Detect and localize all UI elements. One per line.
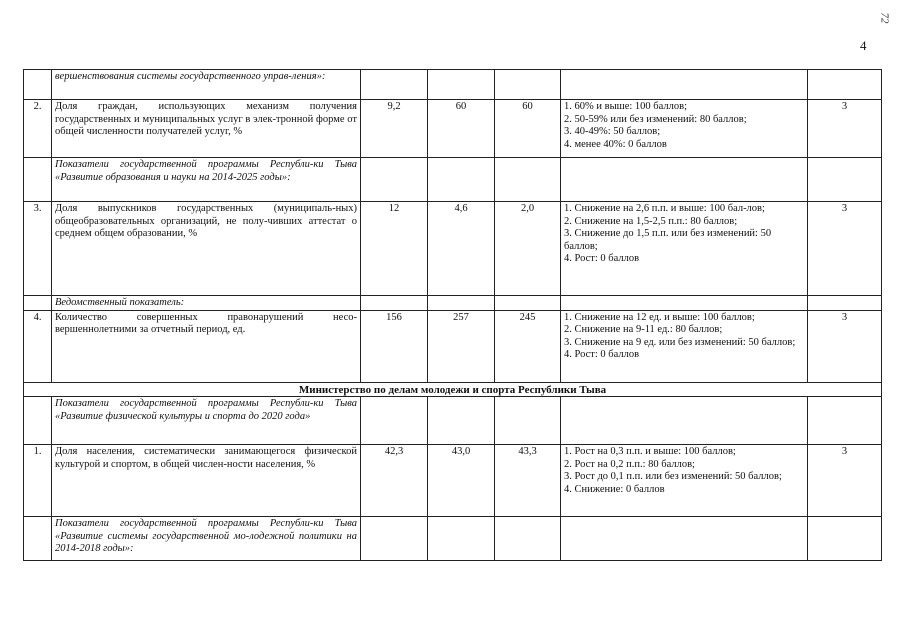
- criteria-cell: [561, 202, 808, 296]
- fact-value: 60: [495, 100, 561, 158]
- row-number-cell: [24, 296, 52, 311]
- criteria-line: 4. Снижение: 0 баллов: [564, 483, 665, 495]
- criteria-line: 1. Рост на 0,3 п.п. и выше: 100 баллов;: [564, 446, 736, 458]
- criteria-line: 4. менее 40%: 0 баллов: [564, 138, 667, 150]
- base-value: 12: [361, 202, 428, 296]
- indicator-name: Доля населения, систематически занимающегося физической культурой и спортом, в общей числен-ности населения, %: [52, 445, 361, 517]
- plan-value: 60: [428, 100, 495, 158]
- criteria-cell: [561, 517, 808, 561]
- indicator-name: Доля выпускников государственных (муниципаль-ных) общеобразовательных организаций, не полу-чивших аттестат о среднем общем образовании, %: [52, 202, 361, 296]
- base-value: 42,3: [361, 445, 428, 517]
- plan-value: 257: [428, 310, 495, 382]
- criteria-line: 3. Снижение на 9 ед. или без изменений: 50 баллов;: [564, 336, 796, 348]
- criteria-line: 2. Снижение на 9-11 ед.: 80 баллов;: [564, 324, 723, 336]
- plan-value-cell: [428, 517, 495, 561]
- indicator-name: Доля граждан, использующих механизм получения государственных и муниципальных услуг в элек-тронной форме от общей численности получателей услуг, %: [52, 100, 361, 158]
- plan-value-cell: [428, 296, 495, 311]
- row-number-cell: [24, 517, 52, 561]
- row-number: 3.: [24, 202, 52, 296]
- fact-value: 245: [495, 310, 561, 382]
- score-value: 3: [808, 310, 882, 382]
- criteria-line: 4. Рост: 0 баллов: [564, 253, 640, 265]
- score-value: 3: [808, 202, 882, 296]
- subsection-row: [24, 296, 882, 311]
- section-heading-row: [24, 382, 882, 397]
- subsection-title: Ведомственный показатель:: [52, 296, 361, 311]
- plan-value-cell: [428, 397, 495, 445]
- indicators-table: [23, 69, 882, 561]
- base-value-cell: [361, 397, 428, 445]
- criteria-line: 2. Снижение на 1,5-2,5 п.п.: 80 баллов;: [564, 215, 738, 227]
- score-cell: [808, 70, 882, 100]
- indicator-name: Количество совершенных правонарушений несо-вершеннолетними за отчетный период, ед.: [52, 310, 361, 382]
- subsection-row: [24, 397, 882, 445]
- score-cell: [808, 397, 882, 445]
- base-value-cell: [361, 517, 428, 561]
- criteria-line: 2. Рост на 0,2 п.п.: 80 баллов;: [564, 458, 695, 470]
- row-number-cell: [24, 70, 52, 100]
- criteria-cell: [561, 296, 808, 311]
- plan-value: 43,0: [428, 445, 495, 517]
- indicator-row: [24, 310, 882, 382]
- base-value-cell: [361, 70, 428, 100]
- subsection-title: Показатели государственной программы Республи-ки Тыва «Развитие системы государственной мо-лодежной политики на 2014-2018 годы»:: [52, 517, 361, 561]
- criteria-line: 4. Рост: 0 баллов: [564, 349, 640, 361]
- plan-value: 4,6: [428, 202, 495, 296]
- subsection-row: [24, 158, 882, 202]
- criteria-line: 1. Снижение на 12 ед. и выше: 100 баллов;: [564, 311, 755, 323]
- criteria-cell: [561, 445, 808, 517]
- score-value: 3: [808, 100, 882, 158]
- plan-value-cell: [428, 70, 495, 100]
- row-number: 1.: [24, 445, 52, 517]
- criteria-cell: [561, 310, 808, 382]
- criteria-line: 1. Снижение на 2,6 п.п. и выше: 100 бал-лов;: [564, 203, 765, 214]
- criteria-cell: [561, 158, 808, 202]
- corner-page-mark: 72: [878, 12, 891, 24]
- row-number-cell: [24, 397, 52, 445]
- plan-value-cell: [428, 158, 495, 202]
- row-number-cell: [24, 158, 52, 202]
- row-number: 4.: [24, 310, 52, 382]
- fact-value-cell: [495, 158, 561, 202]
- criteria-cell: [561, 70, 808, 100]
- score-cell: [808, 296, 882, 311]
- indicator-row: [24, 445, 882, 517]
- fact-value: 2,0: [495, 202, 561, 296]
- indicator-row: [24, 100, 882, 158]
- subsection-row: [24, 70, 882, 100]
- fact-value-cell: [495, 296, 561, 311]
- fact-value-cell: [495, 517, 561, 561]
- subsection-title: Показатели государственной программы Республи-ки Тыва «Развитие образования и науки на 2014-2025 годы»:: [52, 158, 361, 202]
- criteria-line: 2. 50-59% или без изменений: 80 баллов;: [564, 113, 747, 125]
- score-cell: [808, 158, 882, 202]
- subsection-title: вершенствования системы государственного управ-ления»:: [52, 70, 361, 100]
- subsection-row: [24, 517, 882, 561]
- fact-value: 43,3: [495, 445, 561, 517]
- score-cell: [808, 517, 882, 561]
- base-value-cell: [361, 158, 428, 202]
- score-value: 3: [808, 445, 882, 517]
- criteria-cell: [561, 100, 808, 158]
- page-number: 4: [860, 38, 867, 53]
- row-number: 2.: [24, 100, 52, 158]
- criteria-line: 1. 60% и выше: 100 баллов;: [564, 101, 687, 112]
- base-value: 9,2: [361, 100, 428, 158]
- section-heading: Министерство по делам молодежи и спорта Республики Тыва: [24, 382, 882, 397]
- subsection-title: Показатели государственной программы Республи-ки Тыва «Развитие физической культуры и спорта до 2020 года»: [52, 397, 361, 445]
- indicator-row: [24, 202, 882, 296]
- base-value-cell: [361, 296, 428, 311]
- base-value: 156: [361, 310, 428, 382]
- criteria-line: 3. 40-49%: 50 баллов;: [564, 126, 661, 138]
- criteria-line: 3. Снижение до 1,5 п.п. или без изменений: 50 баллов;: [564, 228, 772, 252]
- fact-value-cell: [495, 70, 561, 100]
- fact-value-cell: [495, 397, 561, 445]
- criteria-line: 3. Рост до 0,1 п.п. или без изменений: 50 баллов;: [564, 471, 782, 483]
- criteria-cell: [561, 397, 808, 445]
